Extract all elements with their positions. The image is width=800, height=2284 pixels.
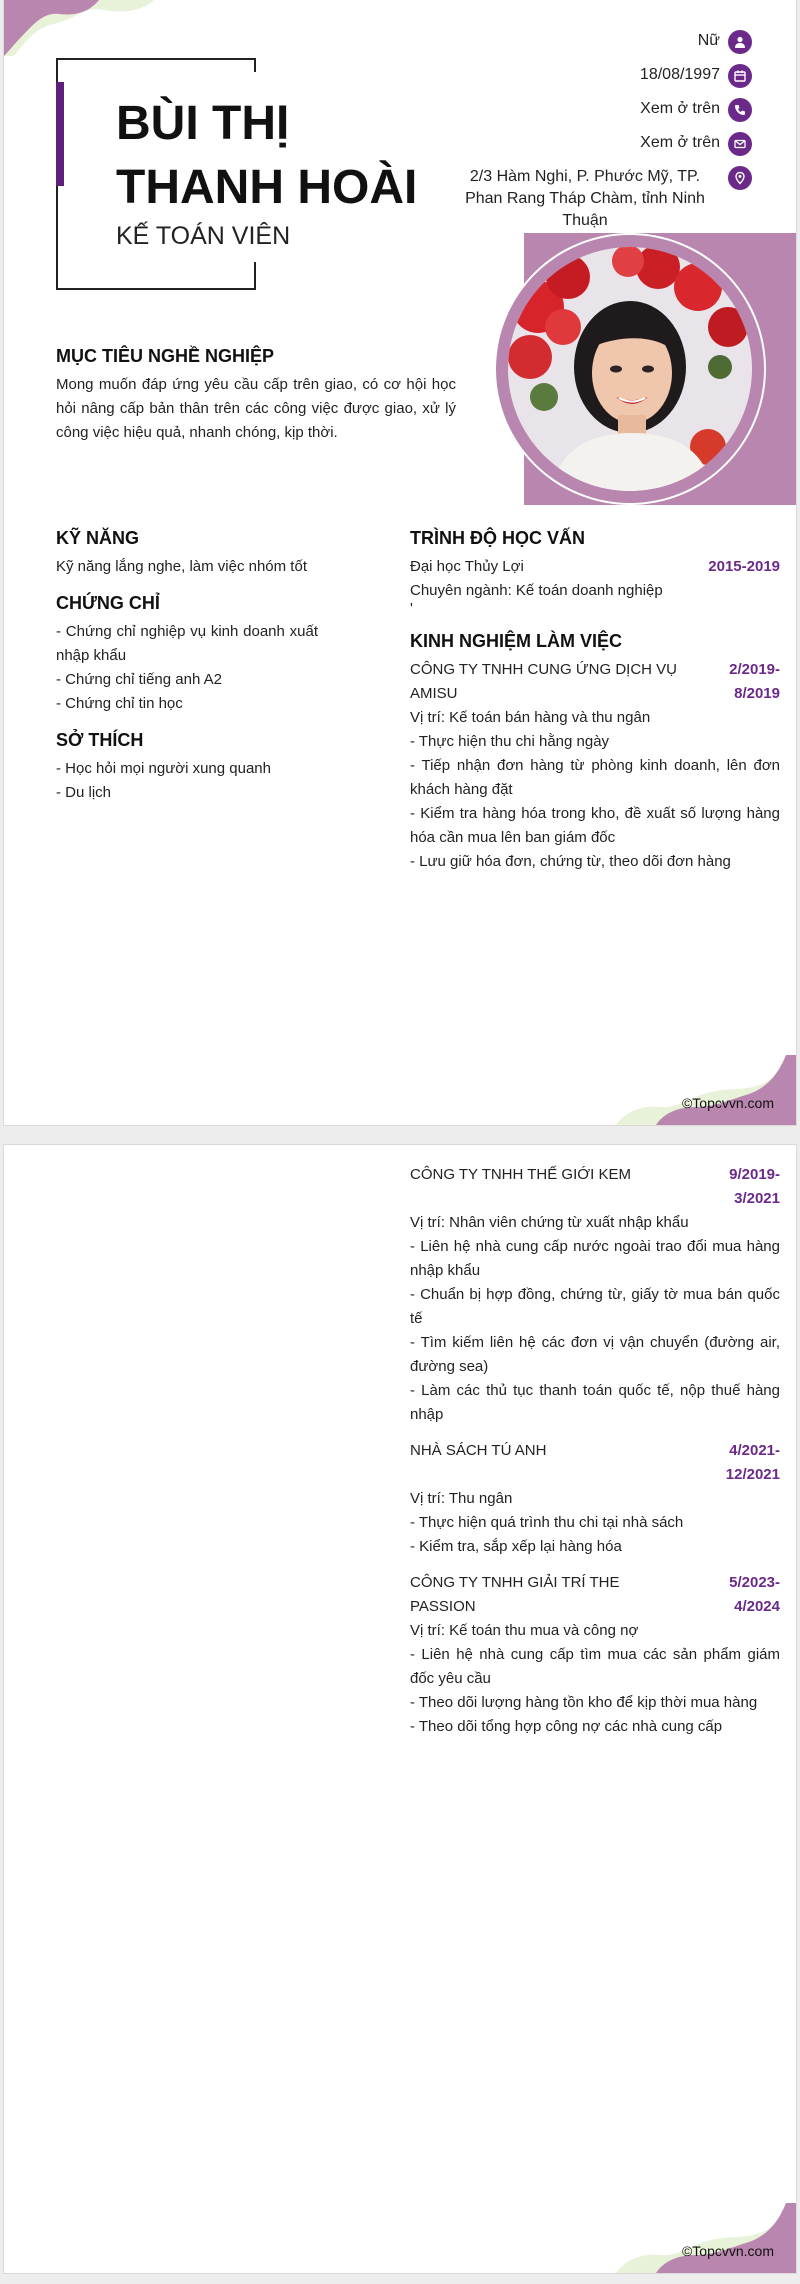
contact-email [392, 132, 752, 156]
experience-line: - Kiểm tra hàng hóa trong kho, đề xuất số lượng hàng hóa cần mua lên ban giám đốc [410, 805, 780, 846]
experience-line: - Làm các thủ tục thanh toán quốc tế, nộp thuế hàng nhập [410, 1382, 780, 1423]
experience-company: CÔNG TY TNHH CUNG ỨNG DỊCH VỤ AMISU [410, 661, 677, 702]
certificates-section [56, 593, 318, 716]
candidate-name [116, 92, 436, 220]
contact-address-text: 2/3 Hàm Nghi, P. Phước Mỹ, TP. Phan Rang Tháp Chàm, tỉnh Ninh Thuận [465, 168, 705, 229]
name-line-1: BÙI THỊ [116, 97, 290, 150]
contact-phone-text: Xem ở trên [640, 100, 720, 117]
experience-continued [410, 1163, 780, 1751]
education-row [410, 555, 780, 579]
experience-line: Vị trí: Kế toán bán hàng và thu ngân [410, 709, 651, 726]
objective-text: Mong muốn đáp ứng yêu cầu cấp trên giao, có cơ hội học hỏi nâng cấp bản thân trên các công việc được giao, xử lý công việc hiệu quả, nhanh chóng, kịp thời. [56, 376, 456, 441]
decor-blob-bottom-right [616, 2203, 796, 2273]
decor-blob-top-left [4, 0, 154, 60]
experience-section [410, 631, 780, 874]
copyright-text: ©Topcvvn.com [681, 1095, 774, 1111]
experience-header [410, 1439, 780, 1487]
job-title: KẾ TOÁN VIÊN [116, 222, 291, 250]
decor-blob-bottom-right [616, 1055, 796, 1125]
phone-icon [728, 98, 752, 122]
experience-line: - Thực hiện thu chi hằng ngày [410, 733, 610, 750]
section-title-certificates: CHỨNG CHỈ [56, 593, 160, 613]
contact-birthday [392, 64, 752, 88]
email-icon [728, 132, 752, 156]
person-icon [728, 30, 752, 54]
contact-address [392, 166, 752, 232]
name-accent-bar [56, 82, 64, 186]
experience-item [410, 658, 780, 874]
contact-email-text: Xem ở trên [640, 134, 720, 151]
section-title-education: TRÌNH ĐỘ HỌC VẤN [410, 528, 585, 548]
experience-line: Vị trí: Nhân viên chứng từ xuất nhập khẩu [410, 1214, 689, 1231]
experience-header [410, 1163, 780, 1211]
section-title-objective: MỤC TIÊU NGHỀ NGHIỆP [56, 346, 275, 366]
name-line-2: THANH HOÀI [116, 161, 418, 214]
cv-page-2 [4, 1145, 796, 2273]
profile-photo [508, 247, 752, 491]
experience-line: - Lưu giữ hóa đơn, chứng từ, theo dõi đơn hàng [410, 853, 731, 870]
location-icon [728, 166, 752, 190]
career-objective-section [56, 346, 456, 445]
skills-text: Kỹ năng lắng nghe, làm việc nhóm tốt [56, 558, 307, 575]
section-title-hobbies: SỞ THÍCH [56, 730, 144, 750]
calendar-icon [728, 64, 752, 88]
education-date: 2015-2019 [708, 558, 780, 575]
contact-phone [392, 98, 752, 122]
experience-line: - Liên hệ nhà cung cấp tìm mua các sản phẩm giám đốc yêu cầu [410, 1646, 780, 1687]
experience-line: - Chuẩn bị hợp đồng, chứng từ, giấy tờ mua bán quốc tế [410, 1286, 780, 1327]
skills-section [56, 528, 318, 579]
experience-date: 4/2021- 12/2021 [725, 1442, 780, 1483]
contact-gender-text: Nữ [697, 32, 720, 49]
experience-line: - Theo dõi lượng hàng tồn kho để kịp thời mua hàng [410, 1694, 758, 1711]
experience-item [410, 1163, 780, 1427]
contact-list [392, 30, 752, 242]
certificate-item: - Chứng chỉ tin học [56, 695, 183, 712]
experience-line: - Theo dõi tổng hợp công nợ các nhà cung cấp [410, 1718, 723, 1735]
experience-line: Vị trí: Thu ngân [410, 1490, 513, 1507]
section-title-skills: KỸ NĂNG [56, 528, 140, 548]
hobbies-section [56, 730, 318, 805]
experience-company: NHÀ SÁCH TÚ ANH [410, 1442, 547, 1459]
experience-item [410, 1439, 780, 1559]
experience-line: - Kiểm tra, sắp xếp lại hàng hóa [410, 1538, 622, 1555]
education-school: Đại học Thủy Lợi [410, 558, 524, 575]
experience-line: - Tìm kiếm liên hệ các đơn vị vận chuyển (đường air, đường sea) [410, 1334, 780, 1375]
experience-item [410, 1571, 780, 1739]
contact-gender [392, 30, 752, 54]
education-section [410, 528, 780, 615]
experience-header [410, 1571, 780, 1619]
section-title-experience: KINH NGHIỆM LÀM VIỆC [410, 631, 623, 651]
experience-line: - Thực hiện quá trình thu chi tại nhà sách [410, 1514, 684, 1531]
education-major: Chuyên ngành: Kế toán doanh nghiệp [410, 582, 663, 599]
experience-line: Vị trí: Kế toán thu mua và công nợ [410, 1622, 639, 1639]
hobby-item: - Du lịch [56, 784, 112, 801]
experience-company: CÔNG TY TNHH GIẢI TRÍ THE PASSION [410, 1574, 620, 1615]
education-extra: ' [410, 600, 413, 617]
experience-line: - Tiếp nhận đơn hàng từ phòng kinh doanh, lên đơn khách hàng đặt [410, 757, 780, 798]
cv-page-1 [4, 0, 796, 1125]
certificate-item: - Chứng chỉ tiếng anh A2 [56, 671, 222, 688]
copyright-text: ©Topcvvn.com [681, 2243, 774, 2259]
experience-header [410, 658, 780, 706]
experience-date: 5/2023- 4/2024 [729, 1574, 780, 1615]
right-column [410, 528, 780, 886]
experience-date: 2/2019- 8/2019 [729, 661, 780, 702]
certificate-item: - Chứng chỉ nghiệp vụ kinh doanh xuất nhập khẩu [56, 623, 318, 664]
experience-line: - Liên hệ nhà cung cấp nước ngoài trao đổi mua hàng nhập khẩu [410, 1238, 780, 1279]
experience-company: CÔNG TY TNHH THẾ GIỚI KEM [410, 1166, 631, 1183]
hobby-item: - Học hỏi mọi người xung quanh [56, 760, 271, 777]
contact-birthday-text: 18/08/1997 [639, 66, 720, 83]
left-column [56, 528, 318, 819]
experience-date: 9/2019- 3/2021 [729, 1166, 780, 1207]
